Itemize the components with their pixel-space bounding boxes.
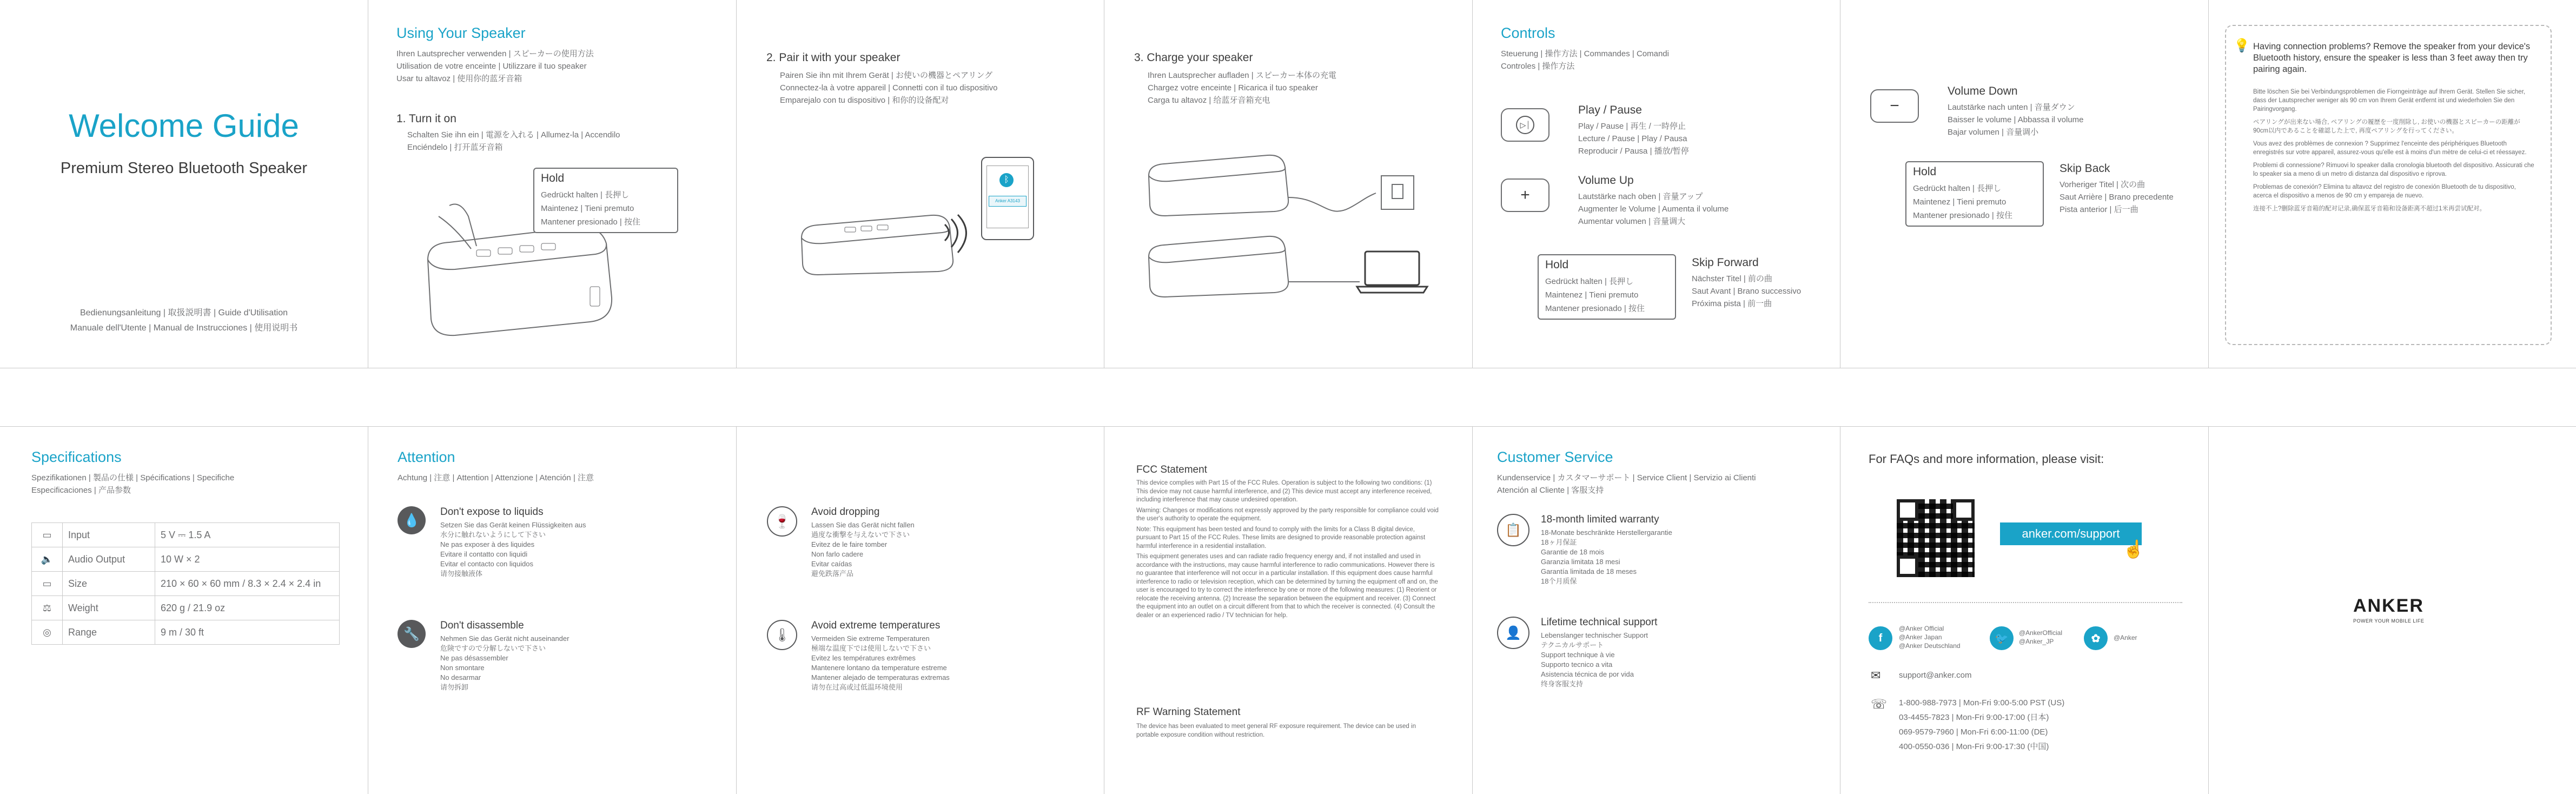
translation-paragraph: Problemas de conexión? Elimina tu altavoz del registro de conexión Bluetooth de tu dispositivo, acerca el dispositivo a menos de 90 cm y empareja de nuevo. <box>2253 184 2516 199</box>
volume-up-button-illustration <box>1501 178 1549 212</box>
faq-title: For FAQs and more information, please visit: <box>1869 452 2104 466</box>
controls-title: Controls <box>1501 25 1555 41</box>
phone-icon: ☏ <box>1871 697 1888 712</box>
anker-logo: ANKER <box>2353 596 2424 616</box>
translation-line: Support technique à vie <box>1541 651 1615 659</box>
liquids-translations <box>440 520 586 579</box>
charge-title: 3. Charge your speaker <box>1134 51 1253 64</box>
translation-paragraph: Vous avez des problèmes de connexion ? Supprimez l'enceinte des périphériques Bluetooth enregistrés sur votre appareil, assurez-vous qu'elle est à moins d'un mètre de celui-ci et réessayez. <box>2253 141 2527 156</box>
social-network-icon[interactable]: ✿ <box>2084 626 2108 650</box>
phone-line: 03-4455-7823 | Mon-Fri 9:00-17:00 (日本) <box>1899 713 2049 722</box>
fcc-paragraph: Note: This equipment has been tested and found to comply with the limits for a Class B digital device, pursuant to Part 15 of the FCC Rules. These limits are designed to provide reasonable protection against harmful interference in a residential installation. <box>1136 526 1426 550</box>
skip-forward-title: Skip Forward <box>1692 256 1759 269</box>
phone-line: 1-800-988-7973 | Mon-Fri 9:00-5:00 PST (US) <box>1899 698 2065 707</box>
faq-panel <box>1840 426 2208 794</box>
translation-line: Evitare il contatto con liquidi <box>440 550 528 558</box>
translation-line: 危険ですので分解しないで下さい <box>440 644 546 652</box>
translation-line: Non smontare <box>440 664 485 672</box>
spec-value: 10 W × 2 <box>155 547 340 572</box>
hold-callout <box>1538 254 1676 320</box>
social-handle: @Anker Deutschland <box>1899 642 1961 650</box>
lightbulb-icon: 💡 <box>2234 38 2250 53</box>
controls-panel <box>1473 0 1840 368</box>
volume-down-translations <box>1948 101 2084 138</box>
twitter-icon[interactable]: 🐦 <box>1990 626 2014 650</box>
minus-icon: − <box>1890 97 1899 115</box>
attention-continued-panel <box>737 426 1104 794</box>
translation-line: Lassen Sie das Gerät nicht fallen <box>811 521 915 529</box>
spec-value: 210 × 60 × 60 mm / 8.3 × 2.4 × 2.4 in <box>155 572 340 596</box>
translation-line: Play / Pause | 再生 / 一時停止 <box>1578 122 1686 131</box>
step-turn-on: 1. Turn it on <box>396 113 456 125</box>
volume-panel <box>1840 0 2208 368</box>
translation-line: 避免跌落产品 <box>811 570 854 578</box>
translation-line: Especificaciones | 产品参数 <box>31 486 131 495</box>
service-translations <box>1497 472 1756 497</box>
step-translations <box>407 129 620 154</box>
translation-line: Supporto tecnico a vita <box>1541 660 1613 669</box>
skip-back-translations <box>2060 178 2174 216</box>
hold-line: Maintenez | Tieni premuto <box>1913 197 2007 207</box>
liquids-title: Don't expose to liquids <box>440 506 544 518</box>
disassemble-translations <box>440 634 569 692</box>
hold-title: Hold <box>1545 259 1569 271</box>
phone-line: 400-0550-036 | Mon-Fri 9:00-17:30 (中国) <box>1899 742 2049 751</box>
hold-line: Gedrückt halten | 長押し <box>1913 184 2002 193</box>
translation-line: Usar tu altavoz | 使用你的蓝牙音箱 <box>396 74 522 83</box>
hold-callout <box>533 168 678 233</box>
hold-callout <box>1905 161 2044 227</box>
translation-line: Utilisation de votre enceinte | Utilizzare il tuo speaker <box>396 62 587 71</box>
phone-illustration <box>981 157 1034 240</box>
controls-translations <box>1501 48 1669 72</box>
support-email[interactable]: support@anker.com <box>1899 671 1972 680</box>
attention-translations: Achtung | 注意 | Attention | Attenzione | Atención | 注意 <box>398 473 594 482</box>
spec-label: Weight <box>63 596 155 620</box>
translation-line: Mantenere lontano da temperature estreme <box>811 664 947 672</box>
spec-label: Range <box>63 620 155 645</box>
rf-title: RF Warning Statement <box>1136 706 1241 718</box>
translation-paragraph: 连接不上?删除蓝牙音箱的配对记录,确保蓝牙音箱和设备距离不超过1米再尝试配对。 <box>2253 206 2486 212</box>
volume-up-translations <box>1578 190 1729 228</box>
translation-paragraph: Problemi di connessione? Rimuovi lo speaker dalla cronologia bluetooth del dispositivo. Assicurati che lo speaker sia a meno di un metro di distanza dal dispositivo e riprova. <box>2253 162 2534 177</box>
translation-line: Kundenservice | カスタマーサポート | Service Client | Servizio ai Clienti <box>1497 473 1756 482</box>
translation-line: Garantie de 18 mois <box>1541 548 1605 556</box>
spec-label: Size <box>63 572 155 596</box>
facebook-handles <box>1899 624 1961 650</box>
volume-up-title: Volume Up <box>1578 174 1634 187</box>
translation-line: 過度な衝撃を与えないで下さい <box>811 531 910 539</box>
translation-line: 18个月质保 <box>1541 577 1577 585</box>
specs-title: Specifications <box>31 449 122 465</box>
translation-line: Schalten Sie ihn ein | 電源を入れる | Allumez-la | Accendilo <box>407 130 620 140</box>
twitter-handles <box>2019 628 2062 646</box>
dropping-translations <box>811 520 915 579</box>
customer-service-panel <box>1473 426 1840 794</box>
hold-title: Hold <box>1913 166 1937 178</box>
hold-line: Mantener presionado | 按住 <box>541 217 640 227</box>
translation-line: Nächster Titel | 前の曲 <box>1692 274 1772 283</box>
translation-line: Garantía limitada de 18 meses <box>1541 567 1637 575</box>
no-liquids-icon: 💧 <box>398 506 426 534</box>
other-handle: @Anker <box>2114 634 2137 641</box>
social-handle: @AnkerOfficial <box>2019 629 2062 637</box>
hold-title: Hold <box>541 172 565 184</box>
fcc-paragraph: Warning: Changes or modifications not expressly approved by the party responsible for compliance could void the user's authority to operate the equipment. <box>1136 507 1439 522</box>
charging-illustration <box>1143 154 1446 316</box>
volume-down-button-illustration <box>1870 89 1919 123</box>
translation-line: 18-Monate beschränkte Herstellergarantie <box>1541 528 1672 537</box>
rf-text: The device has been evaluated to meet general RF exposure requirement. The device can be used in portable exposure condition without restriction. <box>1136 723 1416 738</box>
translation-line: Atención al Cliente | 客服支持 <box>1497 486 1604 495</box>
spec-label: Input <box>63 523 155 547</box>
translation-line: Lautstärke nach oben | 音量アップ <box>1578 192 1703 201</box>
table-row <box>32 620 340 645</box>
pair-translations <box>780 69 997 107</box>
translation-line: Saut Arrière | Brano precedente <box>2060 193 2174 202</box>
qr-code[interactable] <box>1897 499 1975 577</box>
troubleshooting-title: Having connection problems? Remove the speaker from your device's Bluetooth history, ensure the speaker is less than 3 feet away then try pairing again. <box>2253 42 2531 74</box>
no-disassemble-icon: 🔧 <box>398 620 426 648</box>
translation-line: Connectez-la à votre appareil | Connetti con il tuo dispositivo <box>780 83 998 92</box>
warranty-title: 18-month limited warranty <box>1541 514 1659 525</box>
translation-line: 请勿接触液体 <box>440 570 483 578</box>
manual-languages-line1: Bedienungsanleitung | 取扱説明書 | Guide d'Utilisation <box>80 308 288 317</box>
social-handle: @Anker_JP <box>2019 638 2054 645</box>
social-handle: @Anker Japan <box>1899 633 1942 641</box>
translation-line: 终身客服支持 <box>1541 680 1584 688</box>
translation-line: Bajar volumen | 音量调小 <box>1948 128 2039 137</box>
disassemble-title: Don't disassemble <box>440 620 524 631</box>
fcc-paragraph: This device complies with Part 15 of the FCC Rules. Operation is subject to the following two conditions: (1) This device may not cause harmful interference, and (2) This device must accept any interference received, including interference that may cause undesired operation. <box>1136 480 1432 503</box>
dropping-title: Avoid dropping <box>811 506 880 518</box>
fcc-paragraph: This equipment generates uses and can radiate radio frequency energy and, if not installed and used in accordance with the instructions, may cause harmful interference to radio communications. However there is no guarantee that interference will not occur in a particular installation. If this equipment does cause harmful interference to radio or television reception, which can be determined by turning the equipment off and on, the user is encouraged to try to correct the interference by one or more of the following measures: (1) Reorient or relocate the receiving antenna. (2) Increase the separation between the equipment and receiver. (3) Connect the equipment into an outlet on a circuit different from that to which the receiver is connected. (4) Consult the dealer or an experienced radio / TV technician for help. <box>1136 553 1438 619</box>
volume-down-title: Volume Down <box>1948 85 2018 97</box>
translation-line: Controles | 操作方法 <box>1501 62 1575 71</box>
pair-panel <box>737 0 1104 368</box>
translation-line: テクニカルサポート <box>1541 641 1604 649</box>
manual-languages-line2: Manuale dell'Utente | Manual de Instrucciones | 使用说明书 <box>70 323 298 333</box>
spec-label: Audio Output <box>63 547 155 572</box>
translation-line: Steuerung | 操作方法 | Commandes | Comandi <box>1501 49 1669 58</box>
table-row <box>32 523 340 547</box>
charge-panel <box>1104 0 1472 368</box>
translation-line: Mantener alejado de temperaturas extremas <box>811 673 950 681</box>
hold-line: Maintenez | Tieni premuto <box>1545 290 1639 300</box>
translation-line: No desarmar <box>440 673 481 681</box>
translation-line: Spezifikationen | 製品の仕様 | Spécifications | Specifiche <box>31 473 235 482</box>
weight-icon: ⚖ <box>32 596 63 620</box>
hold-line: Gedrückt halten | 長押し <box>1545 277 1634 286</box>
translation-line: Saut Avant | Brano successivo <box>1692 287 1802 296</box>
translation-line: Augmenter le Volume | Aumenta il volume <box>1578 204 1729 214</box>
input-icon: ▭ <box>32 523 63 547</box>
speaker-illustration <box>796 211 958 276</box>
table-row <box>32 547 340 572</box>
service-title: Customer Service <box>1497 449 1613 465</box>
translation-line: Evitez de le faire tomber <box>811 540 888 548</box>
translation-line: Pairen Sie ihn mit Ihrem Gerät | お使いの機器とペアリング <box>780 71 993 80</box>
size-icon: ▭ <box>32 572 63 596</box>
warranty-translations <box>1541 528 1672 586</box>
hold-line: Gedrückt halten | 長押し <box>541 190 630 200</box>
translation-line: Ihren Lautsprecher verwenden | スピーカーの使用方法 <box>396 49 594 58</box>
table-row <box>32 596 340 620</box>
device-list-item: Anker A3143 <box>989 196 1027 207</box>
phone-list <box>1899 696 2064 754</box>
skip-back-title: Skip Back <box>2060 162 2110 175</box>
bluetooth-icon: ᛒ <box>999 173 1014 187</box>
translation-line: 请勿拆卸 <box>440 683 469 691</box>
temperature-title: Avoid extreme temperatures <box>811 620 941 631</box>
table-row <box>32 572 340 596</box>
anker-tagline: POWER YOUR MOBILE LIFE <box>2353 618 2425 624</box>
translation-line: Setzen Sie das Gerät keinen Flüssigkeiten aus <box>440 521 586 529</box>
translation-line: Ne pas exposer à des liquides <box>440 540 535 548</box>
translation-line: Evitar el contacto con liquidos <box>440 560 533 568</box>
translation-line: Lautstärke nach unten | 音量ダウン <box>1948 103 2075 112</box>
support-person-icon: 👤 <box>1497 617 1529 649</box>
play-pause-title: Play / Pause <box>1578 104 1642 116</box>
range-icon: ◎ <box>32 620 63 645</box>
using-panel <box>368 0 736 368</box>
translation-line: Emparejalo con tu dispositivo | 和你的设备配对 <box>780 96 949 105</box>
translation-line: Pista anterior | 后一曲 <box>2060 205 2138 214</box>
brand-panel <box>2209 426 2576 794</box>
translation-line: Nehmen Sie das Gerät nicht auseinander <box>440 634 569 643</box>
spec-value: 5 V ⎓ 1.5 A <box>155 523 340 547</box>
attention-title: Attention <box>398 449 455 465</box>
spec-value: 620 g / 21.9 oz <box>155 596 340 620</box>
translation-line: Asistencia técnica de por vida <box>1541 670 1634 678</box>
translation-paragraph: ペアリングが出来ない場合, ペアリングの履歴を一度削除し, お使いの機器とスピーカーの距離が90cm以内であることを確認した上で, 再度ペアリングを行ってください。 <box>2253 119 2520 134</box>
hold-line: Mantener presionado | 按住 <box>1913 211 2012 220</box>
translation-line: Vermeiden Sie extreme Temperaturen <box>811 634 930 643</box>
translation-line: Baisser le volume | Abbassa il volume <box>1948 115 2084 124</box>
translation-line: Lecture / Pause | Play / Pausa <box>1578 134 1687 143</box>
using-translations <box>396 48 594 85</box>
translation-line: Evitez les températures extrêmes <box>811 654 916 662</box>
temperature-translations <box>811 634 950 692</box>
troubleshooting-translations <box>2253 88 2534 213</box>
attention-panel <box>368 426 736 794</box>
translation-line: Próxima pista | 前一曲 <box>1692 299 1772 308</box>
specifications-panel <box>0 426 368 794</box>
translation-line: 18ヶ月保証 <box>1541 538 1577 546</box>
translation-line: 水分に触れないようにして下さい <box>440 531 546 539</box>
cover-subtitle: Premium Stereo Bluetooth Speaker <box>60 160 308 177</box>
translation-line: Ihren Lautsprecher aufladen | スピーカー本体の充電 <box>1148 71 1336 80</box>
hold-line: Maintenez | Tieni premuto <box>541 204 634 213</box>
translation-line: Non farlo cadere <box>811 550 864 558</box>
translation-line: Vorheriger Titel | 次の曲 <box>2060 180 2145 189</box>
cover-panel <box>0 0 368 368</box>
translation-line: Aumentar volumen | 音量调大 <box>1578 217 1686 226</box>
warranty-icon: 📋 <box>1497 514 1529 546</box>
bluetooth-waves-icon <box>939 214 972 257</box>
translation-line: Chargez votre enceinte | Ricarica il tuo speaker <box>1148 83 1318 92</box>
translation-line: Lebenslanger technischer Support <box>1541 631 1648 639</box>
fold-gap <box>0 368 2576 426</box>
translation-line: Garanzia limitata 18 mesi <box>1541 558 1620 566</box>
hold-line: Mantener presionado | 按住 <box>1545 304 1645 313</box>
play-pause-translations <box>1578 120 1689 157</box>
skip-forward-translations <box>1692 273 1801 310</box>
hand-cursor-icon: ☝ <box>2123 539 2144 559</box>
pair-title: 2. Pair it with your speaker <box>766 51 900 64</box>
facebook-icon[interactable]: f <box>1869 626 1892 650</box>
support-translations <box>1541 631 1648 689</box>
play-pause-icon: ▷⏐ <box>1516 116 1534 134</box>
spec-value: 9 m / 30 ft <box>155 620 340 645</box>
support-title: Lifetime technical support <box>1541 617 1658 628</box>
support-url-button[interactable]: anker.com/support <box>2000 522 2142 545</box>
using-title: Using Your Speaker <box>396 25 526 41</box>
plus-icon: + <box>1520 186 1530 204</box>
translation-line: 请勿在过高或过低温环境使用 <box>811 683 903 691</box>
dotted-divider <box>1869 602 2182 603</box>
translation-line: 極端な温度下では使用しないで下さい <box>811 644 931 652</box>
email-icon: ✉ <box>1871 669 1881 682</box>
troubleshooting-panel <box>2209 0 2576 368</box>
translation-line: Reproducir / Pausa | 播放/暂停 <box>1578 147 1689 156</box>
social-handle: @Anker Official <box>1899 625 1944 632</box>
charge-translations <box>1148 69 1336 107</box>
thermometer-icon: 🌡 <box>767 620 797 650</box>
fcc-text <box>1136 479 1439 620</box>
specs-translations <box>31 472 234 497</box>
translation-paragraph: Bitte löschen Sie bei Verbindungsproblemen die Fiorngeinträge auf Ihrem Gerät. Stellen Sie sicher, dass der Lautsprecher weniger als 90 cm von Ihrem Gerät entfernt ist und wiederholen Sie den Pairingvorgang. <box>2253 89 2526 113</box>
speaker-icon: 🔈 <box>32 547 63 572</box>
play-pause-button-illustration <box>1501 108 1549 142</box>
specs-table <box>31 522 340 645</box>
translation-line: Enciéndelo | 打开蓝牙音箱 <box>407 143 503 152</box>
fcc-title: FCC Statement <box>1136 464 1207 475</box>
fcc-panel <box>1104 426 1472 794</box>
translation-line: Carga tu altavoz | 给蓝牙音箱充电 <box>1148 96 1270 105</box>
translation-line: Evitar caídas <box>811 560 852 568</box>
translation-line: Ne pas désassembler <box>440 654 508 662</box>
avoid-dropping-icon: 🍷 <box>767 506 797 537</box>
cover-title: Welcome Guide <box>69 108 299 144</box>
phone-line: 069-9579-7960 | Mon-Fri 6:00-11:00 (DE) <box>1899 727 2048 737</box>
